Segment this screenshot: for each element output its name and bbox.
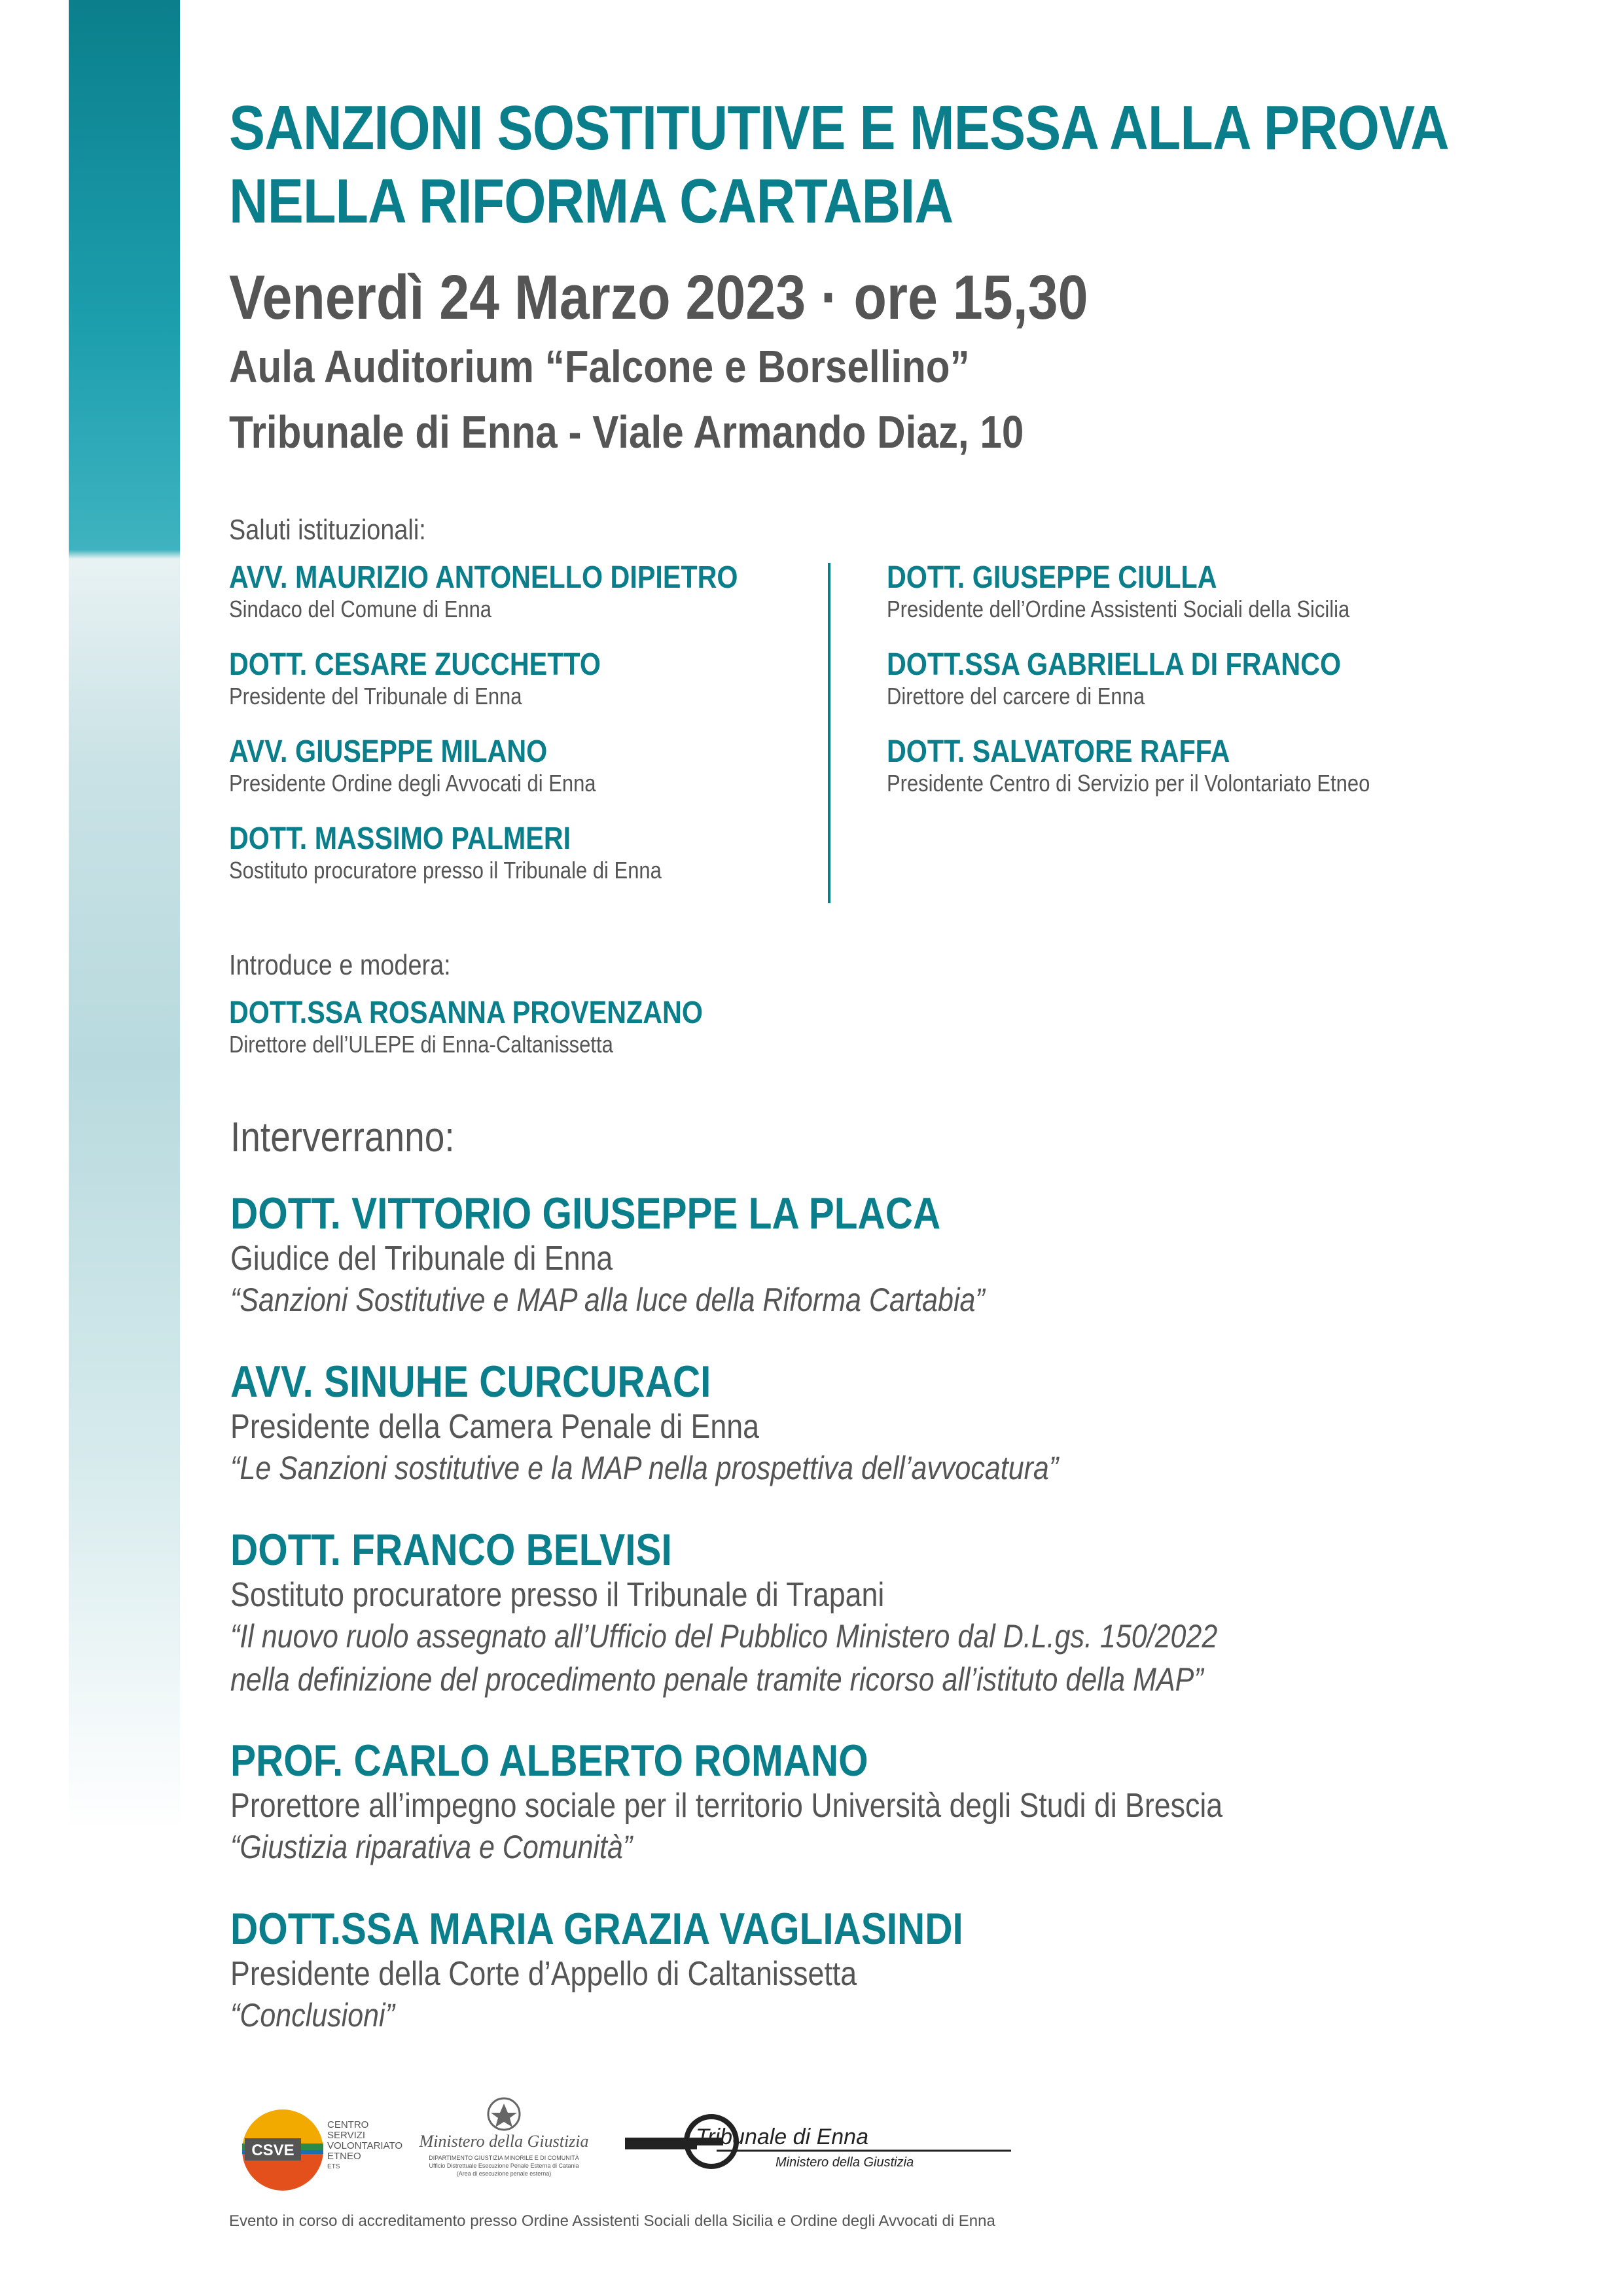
moderator-name: DOTT.SSA ROSANNA PROVENZANO: [229, 996, 703, 1030]
speaker-item: [230, 1735, 1384, 1903]
ministero-dept2: Ufficio Distrettuale Esecuzione Penale Esterna di Catania: [429, 2162, 579, 2169]
moderator-label: Introduce e modera:: [229, 949, 451, 981]
csve-logo: [236, 2104, 403, 2189]
greeting-person: [229, 734, 821, 821]
greeting-name: DOTT. CESARE ZUCCHETTO: [229, 647, 601, 682]
tribunale-mark-icon: [625, 2101, 1018, 2173]
speaker-role: Prorettore all’impegno sociale per il territorio Università degli Studi di Brescia: [230, 1787, 1223, 1825]
greeting-person: [229, 821, 821, 908]
speakers-label: Interverranno:: [230, 1113, 455, 1160]
greeting-role: Presidente Centro di Servizio per il Volontariato Etneo: [887, 770, 1370, 797]
event-title: [229, 92, 1449, 238]
ministero-dept3: (Area di esecuzione penale esterna): [456, 2170, 552, 2177]
decorative-sidebar-band: [69, 0, 180, 1833]
greeting-person: [887, 647, 1448, 734]
greeting-person: [229, 647, 821, 734]
csve-acronym: CSVE: [251, 2142, 294, 2159]
greetings-right-column: [887, 560, 1448, 821]
speaker-talk: “Giustizia riparativa e Comunità”: [230, 1829, 633, 1865]
csve-logo-mark: [236, 2104, 403, 2189]
speaker-name: DOTT. FRANCO BELVISI: [230, 1525, 672, 1575]
speaker-item: [230, 1903, 1384, 2072]
greeting-person: [887, 560, 1448, 647]
greetings-left-column: [229, 560, 821, 908]
event-title-line2: NELLA RIFORMA CARTABIA: [229, 166, 954, 236]
speaker-item: [230, 1356, 1384, 1524]
greeting-role: Direttore del carcere di Enna: [887, 683, 1145, 709]
csve-line4: ETNEO: [327, 2151, 361, 2162]
speaker-role: Giudice del Tribunale di Enna: [230, 1240, 613, 1278]
greetings-label: Saluti istituzionali:: [229, 514, 426, 546]
greeting-role: Presidente dell’Ordine Assistenti Sociali della Sicilia: [887, 596, 1350, 622]
greeting-person: [887, 734, 1448, 821]
csve-line3: VOLONTARIATO: [327, 2140, 403, 2151]
speaker-item: [230, 1188, 1384, 1356]
csve-line2: SERVIZI: [327, 2130, 366, 2141]
greeting-role: Presidente del Tribunale di Enna: [229, 683, 522, 709]
greeting-name: AVV. GIUSEPPE MILANO: [229, 734, 548, 769]
greeting-role: Sostituto procuratore presso il Tribunale di Enna: [229, 857, 662, 884]
ministero-name: Ministero della Giustizia: [419, 2132, 589, 2151]
tribunale-sub: Ministero della Giustizia: [776, 2155, 914, 2170]
speaker-name: PROF. CARLO ALBERTO ROMANO: [230, 1736, 868, 1785]
speaker-role: Presidente della Camera Penale di Enna: [230, 1408, 759, 1446]
greeting-name: AVV. MAURIZIO ANTONELLO DIPIETRO: [229, 560, 738, 595]
column-divider: [828, 563, 830, 903]
speaker-talk: “Conclusioni”: [230, 1997, 395, 2034]
tribunale-logo: [625, 2101, 1018, 2173]
ministero-logo: [412, 2094, 596, 2193]
moderator: [229, 995, 780, 1058]
event-title-line1: SANZIONI SOSTITUTIVE E MESSA ALLA PROVA: [229, 93, 1449, 163]
speaker-talk: “Il nuovo ruolo assegnato all’Ufficio del Pubblico Ministero dal D.L.gs. 150/2022: [230, 1618, 1218, 1655]
speaker-talk: “Le Sanzioni sostitutive e la MAP nella prospettiva dell’avvocatura”: [230, 1450, 1059, 1486]
speaker-list: [230, 1188, 1384, 2072]
greeting-role: Presidente Ordine degli Avvocati di Enna: [229, 770, 596, 797]
greeting-person: [229, 560, 821, 647]
speaker-name: DOTT. VITTORIO GIUSEPPE LA PLACA: [230, 1189, 941, 1238]
greeting-role: Sindaco del Comune di Enna: [229, 596, 492, 622]
speaker-role: Presidente della Corte d’Appello di Caltanissetta: [230, 1955, 857, 1993]
speaker-talk: “Sanzioni Sostitutive e MAP alla luce della Riforma Cartabia”: [230, 1282, 985, 1318]
speaker-item: [230, 1524, 1384, 1735]
moderator-role: Direttore dell’ULEPE di Enna-Caltanissetta: [229, 1031, 613, 1058]
tribunale-name: Tribunale di Enna: [696, 2125, 868, 2149]
greeting-name: DOTT. GIUSEPPE CIULLA: [887, 560, 1217, 595]
event-venue: Aula Auditorium “Falcone e Borsellino”: [229, 341, 970, 392]
greeting-name: DOTT. MASSIMO PALMERI: [229, 821, 571, 856]
emblem-icon: [412, 2094, 596, 2193]
event-date: Venerdì 24 Marzo 2023 · ore 15,30: [229, 262, 1088, 332]
csve-line1: CENTRO: [327, 2119, 369, 2130]
greeting-name: DOTT.SSA GABRIELLA DI FRANCO: [887, 647, 1342, 682]
speaker-name: DOTT.SSA MARIA GRAZIA VAGLIASINDI: [230, 1904, 963, 1954]
speaker-name: AVV. SINUHE CURCURACI: [230, 1357, 711, 1407]
event-address: Tribunale di Enna - Viale Armando Diaz, 10: [229, 406, 1024, 457]
speaker-role: Sostituto procuratore presso il Tribunale di Trapani: [230, 1576, 885, 1614]
speaker-talk-line2: nella definizione del procedimento penale tramite ricorso all’istituto della MAP”: [230, 1661, 1204, 1698]
csve-line5: ETS: [327, 2163, 340, 2170]
ministero-dept1: DIPARTIMENTO GIUSTIZIA MINORILE E DI COMUNITÀ: [429, 2155, 579, 2161]
greeting-name: DOTT. SALVATORE RAFFA: [887, 734, 1230, 769]
footer-note: Evento in corso di accreditamento presso Ordine Assistenti Sociali della Sicilia e Ordine degli Avvocati di Enna: [229, 2212, 995, 2230]
